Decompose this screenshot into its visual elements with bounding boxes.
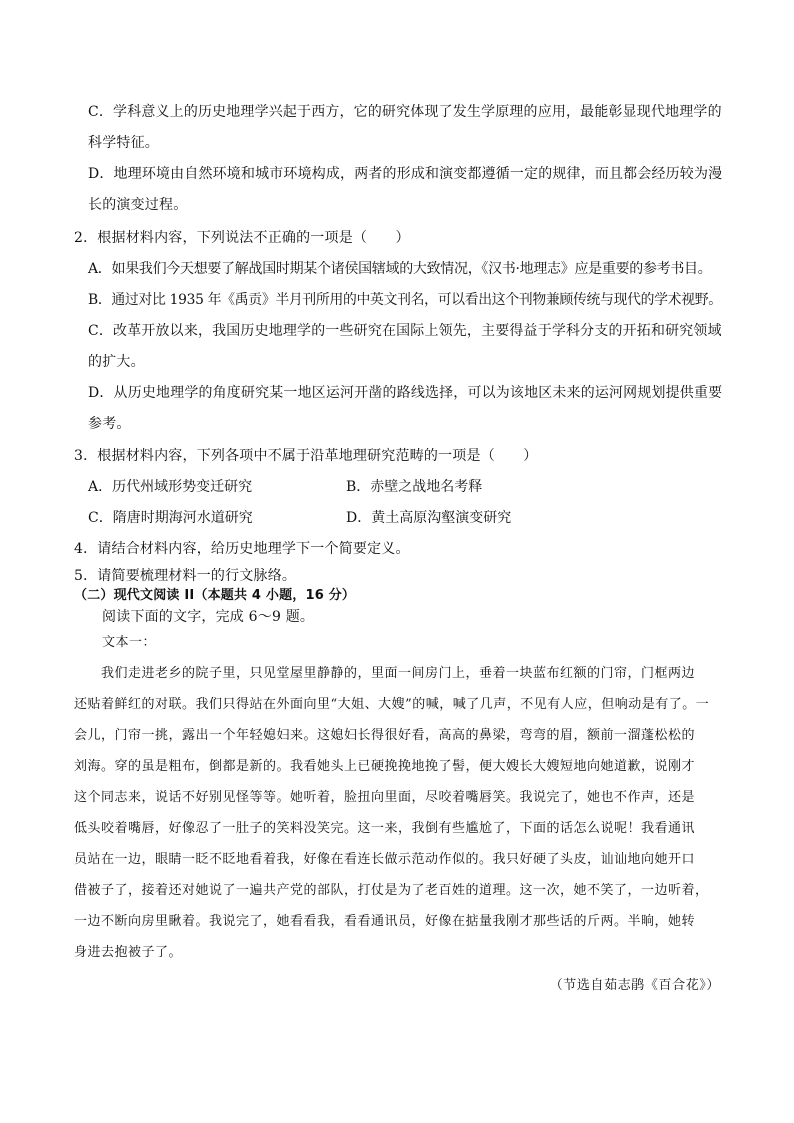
passage-line: 我们走进老乡的院子里，只见堂屋里静静的，里面一间房门上，垂着一块蓝布红额的门帘，门框两边 — [74, 666, 696, 681]
q3-option-a: A．历代州域形势变迁研究 — [88, 479, 253, 495]
passage-line: 刘海。穿的虽是粗布，倒都是新的。我看她头上已硬挽挽地挽了髻，便大嫂长大嫂短地向她道歉，说刚才 — [74, 759, 696, 774]
passage-line: 员站在一边，眼睛一眨不眨地看着我，好像在看连长做示范动作似的。我只好硬了头皮，讪讪地向她开口 — [74, 852, 696, 867]
q3-stem: 3．根据材料内容，下列各项中不属于沿革地理研究范畴的一项是（ ） — [74, 448, 538, 464]
passage-line: 一边不断向房里瞅着。我说完了，她看看我，看看通讯员，好像在掂量我刚才那些话的斤两。半晌，她转 — [74, 914, 696, 929]
q2-option-c-line2: 的扩大。 — [88, 354, 145, 370]
passage-line: 还贴着鲜红的对联。我们只得站在外面向里“大姐、大嫂”的喊，喊了几声，不见有人应，但响动是有了。一 — [74, 697, 710, 712]
q1-option-d-line1: D．地理环境由自然环境和城市环境构成，两者的形成和演变都遵循一定的规律，而且都会经历较为漫 — [88, 166, 723, 182]
section-instruction: 阅读下面的文字，完成 6～9 题。 — [102, 609, 315, 625]
q3-option-b: B．赤壁之战地名考释 — [346, 479, 483, 495]
q2-option-b: B．通过对比 1935 年《禹贡》半月刊所用的中英文刊名，可以看出这个刊物兼顾传统与现代的学术视野。 — [88, 292, 722, 308]
q2-option-a: A．如果我们今天想要了解战国时期某个诸侯国辖域的大致情况，《汉书·地理志》应是重要的参考书目。 — [88, 261, 712, 277]
passage-line: 会儿，门帘一挑，露出一个年轻媳妇来。这媳妇长得很好看，高高的鼻梁，弯弯的眉，额前一溜蓬松松的 — [74, 728, 696, 743]
passage-line: 身进去抱被子了。 — [74, 945, 183, 960]
q3-option-c: C．隋唐时期海河水道研究 — [88, 510, 253, 526]
q1-option-c-line1: C．学科意义上的历史地理学兴起于西方，它的研究体现了发生学原理的应用，最能彰显现代地理学的 — [88, 104, 722, 120]
passage-line: 借被子了，接着还对她说了一遍共产党的部队，打仗是为了老百姓的道理。这一次，她不笑了，一边听着， — [74, 883, 709, 898]
q2-option-d-line2: 参考。 — [88, 416, 131, 432]
q3-option-d: D．黄土高原沟壑演变研究 — [346, 510, 512, 526]
q2-option-c-line1: C．改革开放以来，我国历史地理学的一些研究在国际上领先，主要得益于学科分支的开拓和研究领域 — [88, 323, 722, 339]
passage-line: 这个同志来，说话不好别见怪等等。她听着，脸扭向里面，尽咬着嘴唇笑。我说完了，她也不作声，还是 — [74, 790, 696, 805]
q5-stem: 5．请简要梳理材料一的行文脉络。 — [74, 568, 297, 584]
q2-option-d-line1: D．从历史地理学的角度研究某一地区运河开凿的路线选择，可以为该地区未来的运河网规划提供重要 — [88, 385, 723, 401]
q1-option-c-line2: 科学特征。 — [88, 135, 159, 151]
q4-stem: 4．请结合材料内容，给历史地理学下一个简要定义。 — [74, 541, 410, 557]
section-heading: （二）现代文阅读 II（本题共 4 小题，16 分） — [74, 588, 356, 603]
q2-stem: 2．根据材料内容，下列说法不正确的一项是（ ） — [74, 230, 410, 246]
passage-line: 低头咬着嘴唇，好像忍了一肚子的笑料没笑完。这一来，我倒有些尴尬了，下面的话怎么说呢！我看通讯 — [74, 821, 696, 836]
q1-option-d-line2: 长的演变过程。 — [88, 197, 188, 213]
passage-source: （节选自茹志鹃《百合花》） — [549, 978, 720, 993]
text-label: 文本一： — [102, 635, 157, 650]
